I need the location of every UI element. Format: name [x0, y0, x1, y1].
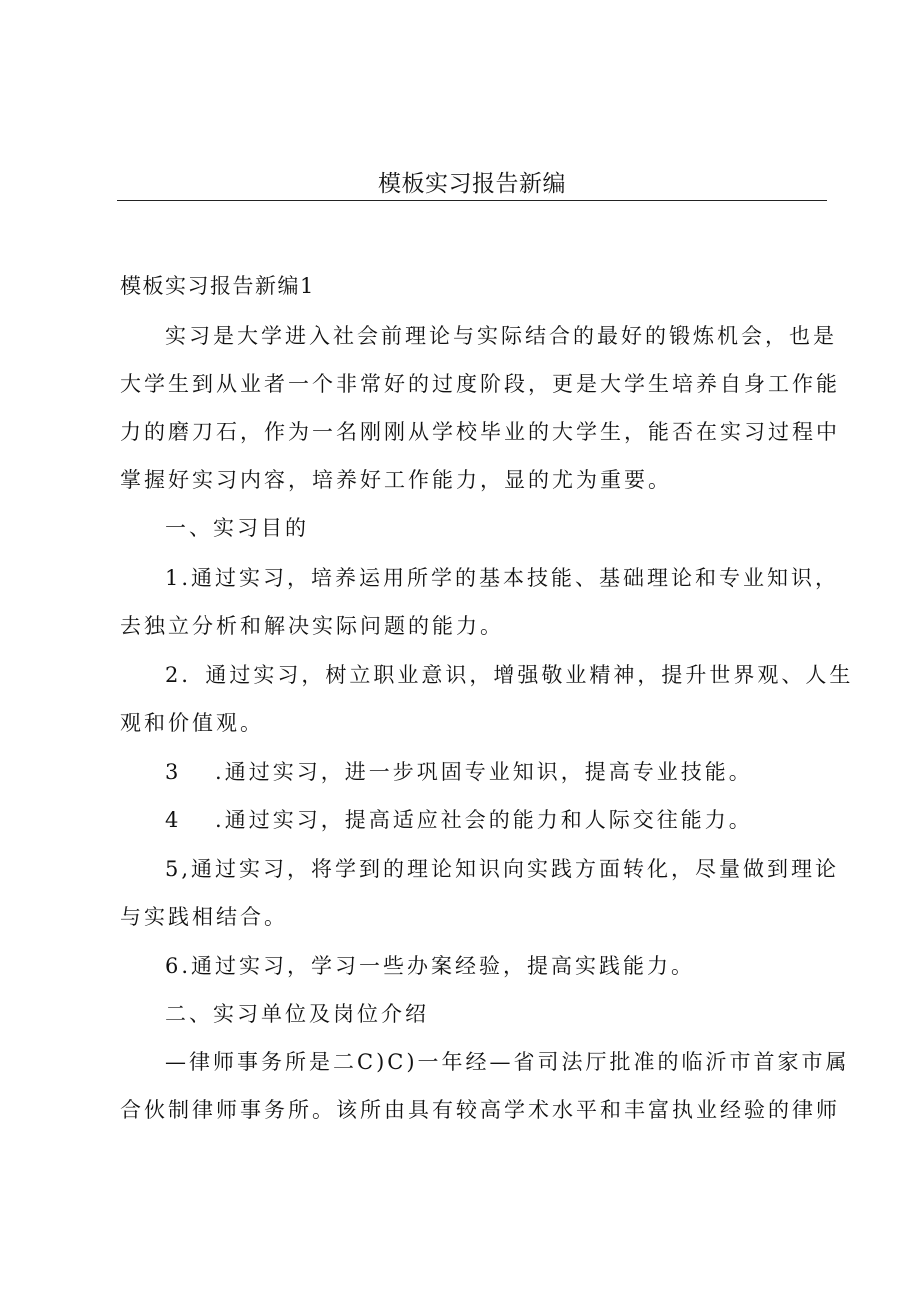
title-underline [117, 200, 827, 201]
item-6: 6.通过实习，学习一些办案经验，提高实践能力。 [165, 954, 696, 978]
intro-line-4: 掌握好实习内容，培养好工作能力，显的尤为重要。 [120, 468, 672, 492]
unit-line-1: —律师事务所是二C)C)一年经—省司法厅批准的临沂市首家市属 [165, 1050, 850, 1074]
unit-line-2: 合伙制律师事务所。该所由具有较高学术水平和丰富执业经验的律师 [120, 1098, 840, 1122]
item-4: 4 .通过实习，提高适应社会的能力和人际交往能力。 [165, 808, 753, 832]
item-3: 3 .通过实习，进一步巩固专业知识，提高专业技能。 [165, 760, 753, 784]
item-5-line-2: 与实践相结合。 [120, 905, 288, 929]
item-1-line-1: 1.通过实习，培养运用所学的基本技能、基础理论和专业知识， [165, 566, 840, 590]
item-5-line-1: 5,通过实习，将学到的理论知识向实践方面转化，尽量做到理论 [165, 857, 840, 881]
document-title: 模板实习报告新编 [378, 171, 566, 197]
item-2-line-1: 2．通过实习，树立职业意识，增强敬业精神，提升世界观、人生 [165, 663, 854, 687]
section-title: 模板实习报告新编1 [120, 274, 315, 298]
intro-line-2: 大学生到从业者一个非常好的过度阶段，更是大学生培养自身工作能 [120, 372, 840, 396]
item-2-line-2: 观和价值观。 [120, 711, 264, 735]
item-1-line-2: 去独立分析和解决实际问题的能力。 [120, 614, 504, 638]
heading-unit: 二、实习单位及岗位介绍 [165, 1002, 429, 1026]
intro-line-3: 力的磨刀石，作为一名刚刚从学校毕业的大学生，能否在实习过程中 [120, 420, 840, 444]
heading-purpose: 一、实习目的 [165, 516, 309, 540]
intro-line-1: 实习是大学进入社会前理论与实际结合的最好的锻炼机会，也是 [165, 324, 837, 348]
